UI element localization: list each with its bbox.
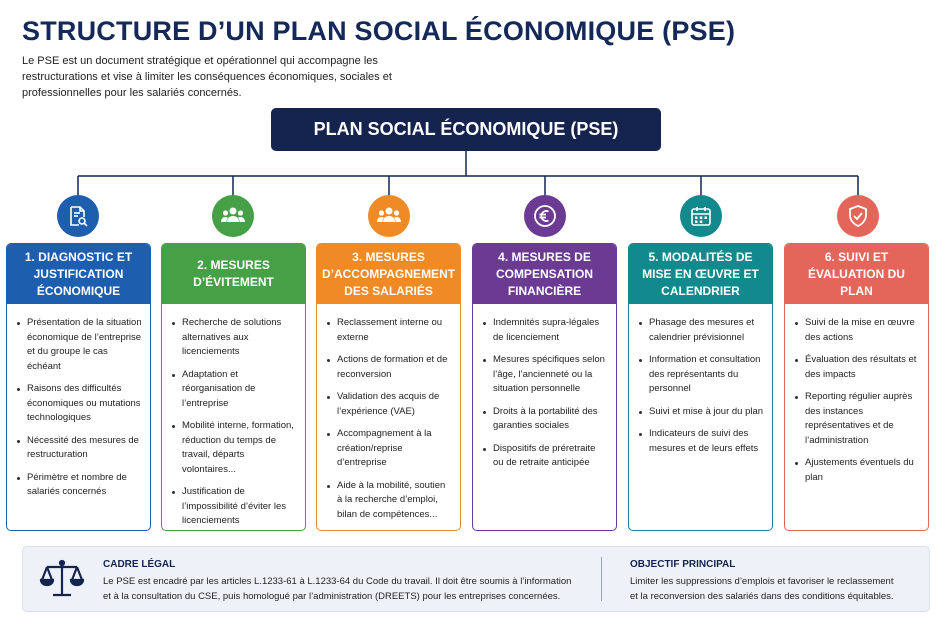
column-title: 4. MESURES DE COMPENSATION FINANCIÈRE — [473, 244, 616, 304]
list-item: Reclassement interne ou externe — [327, 316, 452, 345]
objectif-text-line2: et la reconversion des salariés dans des conditions équitables. — [630, 591, 894, 602]
column-evitement — [161, 243, 306, 531]
column-modalites — [628, 243, 773, 531]
column-title: 2. MESURES D’ÉVITEMENT — [162, 244, 305, 304]
list-item: Nécessité des mesures de restructuration — [17, 434, 142, 463]
euro-icon — [524, 195, 566, 237]
cadre-title: CADRE LÉGAL — [103, 559, 176, 570]
list-item: Accompagnement à la création/reprise d’entreprise — [327, 427, 452, 471]
intro-text: Le PSE est un document stratégique et opérationnel qui accompagne les restructurations et vise à limiter les conséquences économiques, sociales et professionnelles pour les salariés concernés. — [22, 55, 392, 99]
column-title: 1. DIAGNOSTIC ET JUSTIFICATION ÉCONOMIQUE — [7, 244, 150, 304]
column-suivi — [784, 243, 929, 531]
footer-panel — [22, 546, 930, 612]
column-diagnostic — [6, 243, 151, 531]
column-title: 5. MODALITÉS DE MISE EN ŒUVRE ET CALENDRIER — [629, 244, 772, 304]
list-item: Suivi et mise à jour du plan — [639, 405, 764, 420]
list-item: Mesures spécifiques selon l’âge, l’ancienneté ou la situation personnelle — [483, 353, 608, 397]
list-item: Aide à la mobilité, soutien à la recherche d’emploi, bilan de compétences... — [327, 479, 452, 523]
list-item: Indemnités supra-légales de licenciement — [483, 316, 608, 345]
list-item: Information et consultation des représentants du personnel — [639, 353, 764, 397]
document-search-icon — [57, 195, 99, 237]
page-title: STRUCTURE D’UN PLAN SOCIAL ÉCONOMIQUE (PSE) — [22, 16, 736, 46]
list-item: Adaptation et réorganisation de l’entreprise — [172, 368, 297, 412]
footer-divider — [601, 557, 602, 601]
list-item: Ajustements éventuels du plan — [795, 456, 920, 485]
column-title: 6. SUIVI ET ÉVALUATION DU PLAN — [785, 244, 928, 304]
list-item: Droits à la portabilité des garanties sociales — [483, 405, 608, 434]
scale-icon — [39, 558, 85, 600]
list-item: Actions de formation et de reconversion — [327, 353, 452, 382]
calendar-icon — [680, 195, 722, 237]
list-item: Suivi de la mise en œuvre des actions — [795, 316, 920, 345]
column-accompagnement — [316, 243, 461, 531]
list-item: Dispositifs de préretraite ou de retraite anticipée — [483, 442, 608, 471]
column-title: 3. MESURES D’ACCOMPAGNEMENT DES SALARIÉS — [317, 244, 460, 304]
shield-check-icon — [837, 195, 879, 237]
list-item: Phasage des mesures et calendrier prévisionnel — [639, 316, 764, 345]
group-icon — [368, 195, 410, 237]
list-item: Validation des acquis de l’expérience (VAE) — [327, 390, 452, 419]
list-item: Mobilité interne, formation, réduction du temps de travail, départs volontaires... — [172, 419, 297, 477]
list-item: Reporting régulier auprès des instances représentatives et de l’administration — [795, 390, 920, 448]
objectif-title: OBJECTIF PRINCIPAL — [630, 559, 736, 570]
list-item: Présentation de la situation économique de l’entreprise et du groupe le cas échéant — [17, 316, 142, 374]
list-item: Raisons des difficultés économiques ou mutations technologiques — [17, 382, 142, 426]
list-item: Justification de l’impossibilité d’éviter les licenciements — [172, 485, 297, 529]
list-item: Évaluation des résultats et des impacts — [795, 353, 920, 382]
list-item: Indicateurs de suivi des mesures et de leurs effets — [639, 427, 764, 456]
cadre-text-line2: et à la consultation du CSE, puis homologué par l’administration (DREETS) pour les entreprises concernées. — [103, 591, 561, 602]
cadre-text-line1: Le PSE est encadré par les articles L.1233-61 à L.1233-64 du Code du travail. Il doit être soumis à l’information — [103, 576, 572, 587]
objectif-text-line1: Limiter les suppressions d’emplois et favoriser le reclassement — [630, 576, 894, 587]
list-item: Périmètre et nombre de salariés concernés — [17, 471, 142, 500]
list-item: Recherche de solutions alternatives aux licenciements — [172, 316, 297, 360]
main-title-box: PLAN SOCIAL ÉCONOMIQUE (PSE) — [271, 108, 661, 151]
people-icon — [212, 195, 254, 237]
column-compensation — [472, 243, 617, 531]
